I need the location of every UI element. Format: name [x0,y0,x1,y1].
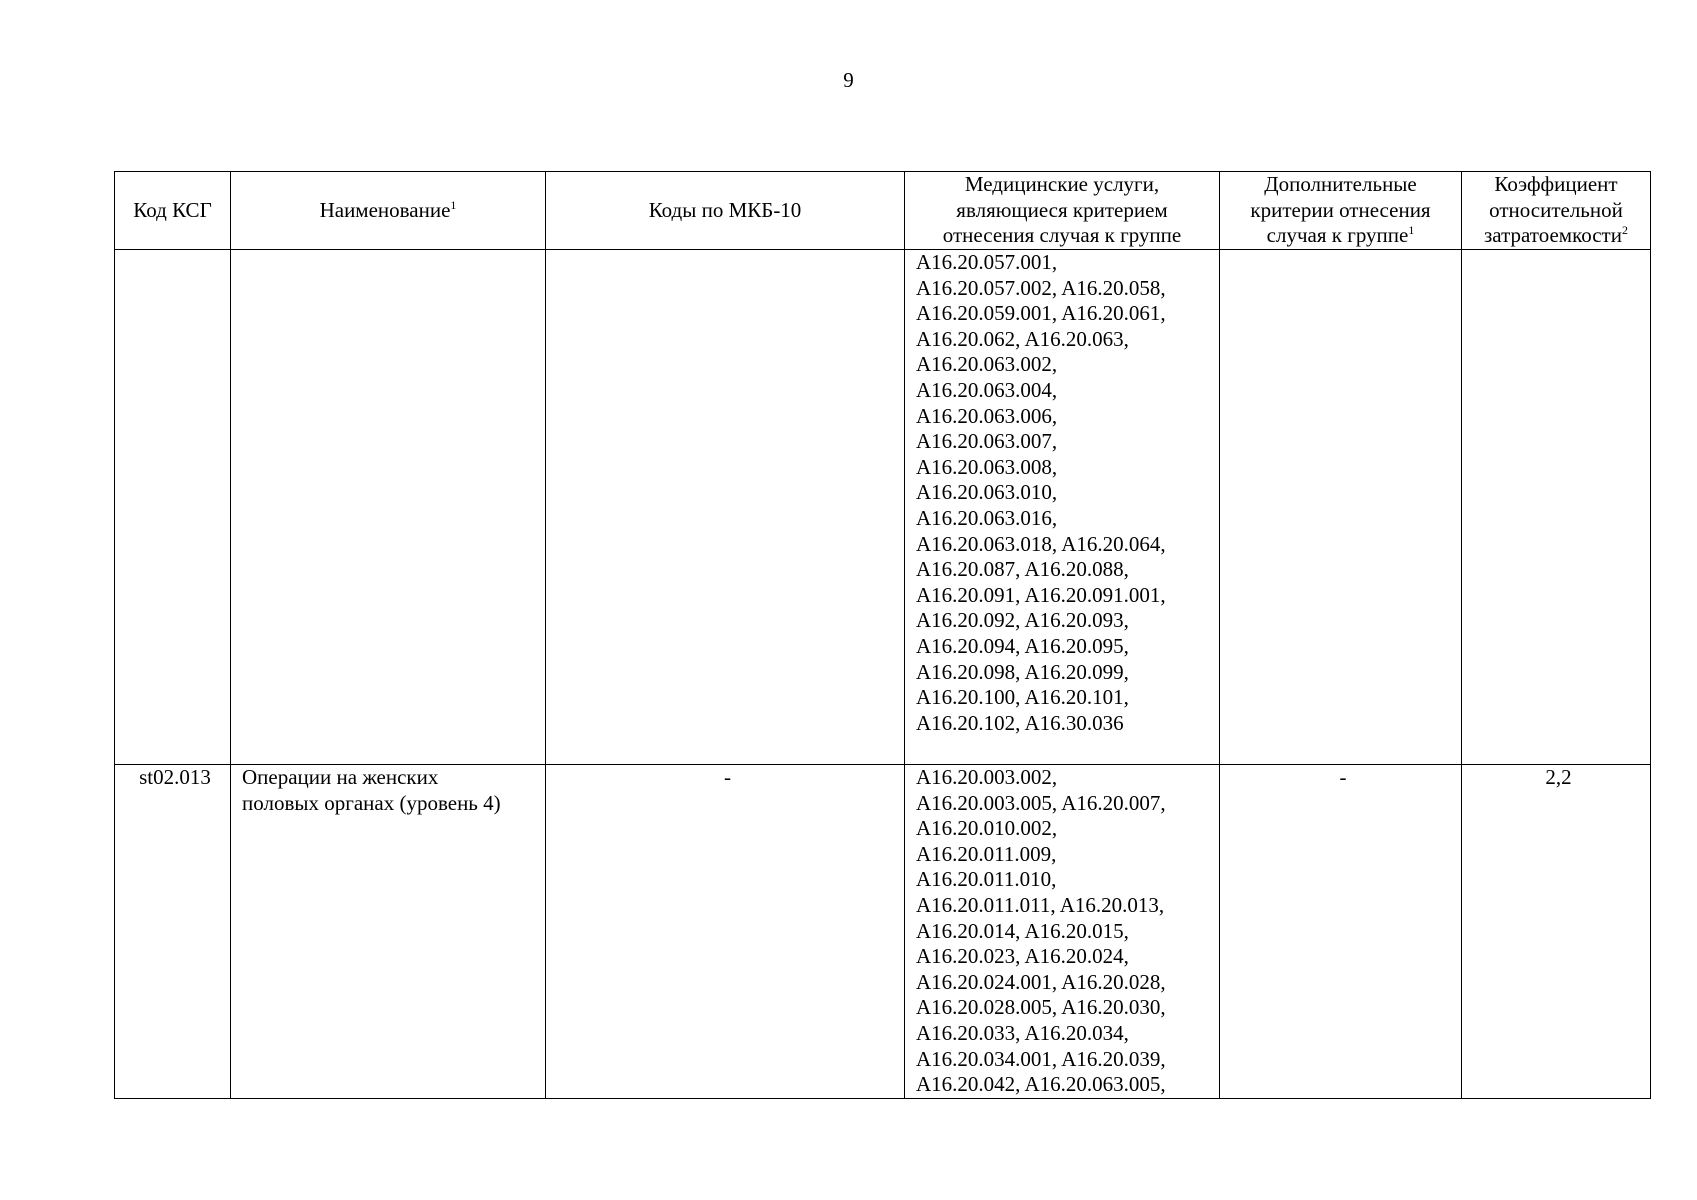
header-services: Медицинские услуги, являющиеся критерием отнесения случая к группе [905,172,1220,250]
cell-code: st02.013 [115,765,231,1099]
footnote-marker: 1 [450,197,457,212]
footnote-marker: 1 [1408,223,1415,238]
cell-coefficient [1462,250,1651,765]
cell-icd: - [546,765,905,1099]
cell-services: A16.20.003.002, A16.20.003.005, A16.20.007, A16.20.010.002, A16.20.011.009, A16.20.011.010, A16.20.011.011, A16.20.013, A16.20.014, A16.20.015, A16.20.023, A16.20.024, A16.20.024.001, A16.20.028, A16.20.028.005, A16.20.030, A16.20.033, A16.20.034, A16.20.034.001, A16.20.039, A16.20.042, A16.20.063.005, [905,765,1220,1099]
header-icd: Коды по МКБ-10 [546,172,905,250]
cell-extra-criteria: - [1220,765,1462,1099]
cell-code [115,250,231,765]
footnote-marker: 2 [1621,223,1628,238]
table-header-row [115,172,1651,250]
ksg-table [114,171,1651,1099]
header-name: Наименование$^1$ [231,172,546,250]
cell-services: A16.20.057.001, A16.20.057.002, A16.20.058, A16.20.059.001, A16.20.061, A16.20.062, A16.20.063, A16.20.063.002, A16.20.063.004, A16.20.063.006, A16.20.063.007, A16.20.063.008, A16.20.063.010, A16.20.063.016, A16.20.063.018, A16.20.064, A16.20.087, A16.20.088, A16.20.091, A16.20.091.001, A16.20.092, A16.20.093, A16.20.094, A16.20.095, A16.20.098, A16.20.099, A16.20.100, A16.20.101, A16.20.102, A16.30.036 [905,250,1220,765]
cell-extra-criteria [1220,250,1462,765]
page-number: 9 [843,68,854,92]
cell-icd [546,250,905,765]
table-row [115,765,1651,1099]
cell-name: Операции на женских половых органах (уровень 4) [231,765,546,1099]
header-coefficient: Коэффициент относительной затратоемкости$^2$ [1462,172,1651,250]
header-extra-criteria: Дополнительные критерии отнесения случая к группе$^1$ [1220,172,1462,250]
cell-name [231,250,546,765]
cell-coefficient: 2,2 [1462,765,1651,1099]
table-row [115,250,1651,765]
header-code: Код КСГ [115,172,231,250]
